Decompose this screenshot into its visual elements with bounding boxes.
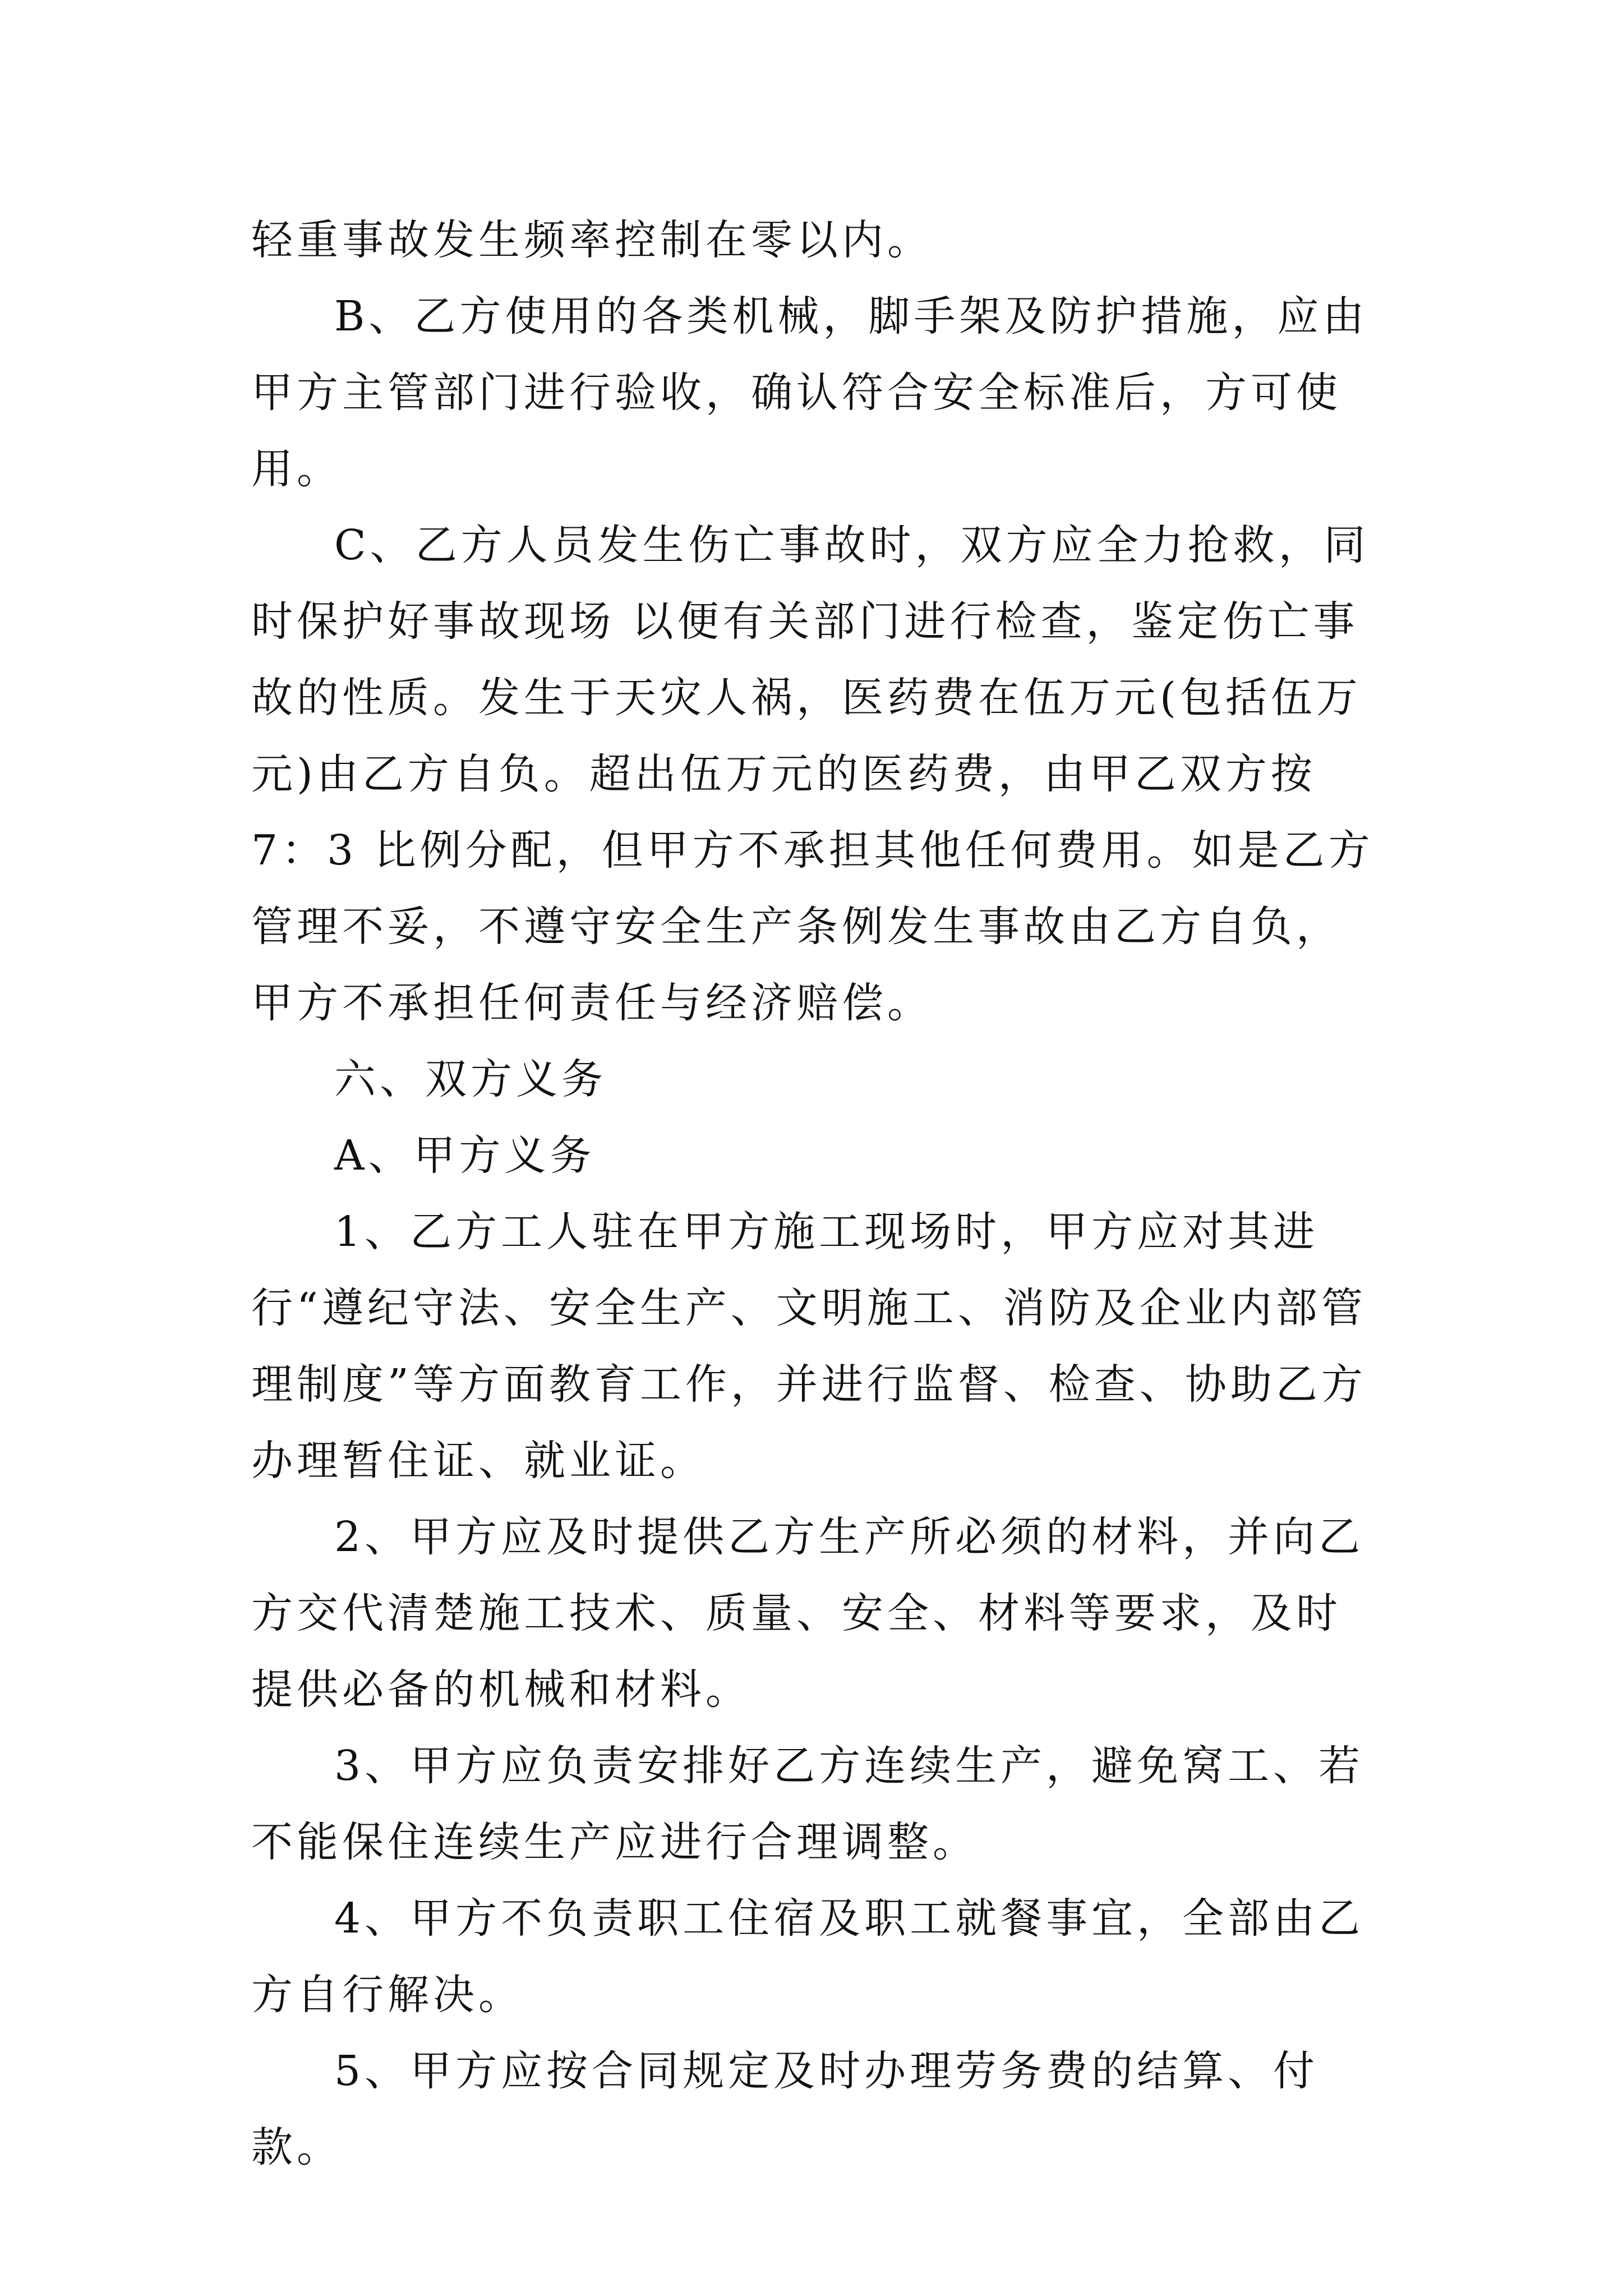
paragraph-item-5: 5、甲方应按合同规定及时办理劳务费的结算、付款。 xyxy=(251,2047,1319,2171)
paragraph-item-2: 2、甲方应及时提供乙方生产所必须的材料，并向乙方交代清楚施工技术、质量、安全、材料等要求，及时提供必备的机械和材料。 xyxy=(251,1513,1364,1714)
paragraph-item-4: 4、甲方不负责职工住宿及职工就餐事宜，全部由乙方自行解决。 xyxy=(251,1894,1364,2019)
subheading-party-a-obligations: A、甲方义务 xyxy=(334,1131,596,1180)
section-heading-obligations: 六、双方义务 xyxy=(334,1055,607,1103)
paragraph-clause-c: C、乙方人员发生伤亡事故时，双方应全力抢救，同时保护好事故现场 以便有关部门进行检查，鉴定伤亡事故的性质。发生于天灾人祸，医药费在伍万元(包括伍万元)由乙方自负。超出伍万元的医药费，由甲乙双方按 7：3 比例分配，但甲方不承担其他任何费用。如是乙方管理不妥，不遵守安全生产条例发生事故由乙方自负，甲方不承担任何责任与经济赔偿。 xyxy=(251,521,1374,1027)
paragraph-item-3: 3、甲方应负责安排好乙方连续生产，避免窝工、若不能保住连续生产应进行合理调整。 xyxy=(251,1742,1364,1866)
document-body xyxy=(251,202,1378,2185)
paragraph-accident-rate: 轻重事故发生频率控制在零以内。 xyxy=(251,216,933,264)
paragraph-item-1: 1、乙方工人驻在甲方施工现场时，甲方应对其进行“遵纪守法、安全生产、文明施工、消防及企业内部管理制度”等方面教育工作，并进行监督、检查、协助乙方办理暂住证、就业证。 xyxy=(251,1208,1367,1485)
paragraph-clause-b: B、乙方使用的各类机械，脚手架及防护措施，应由甲方主管部门进行验收，确认符合安全标准后，方可使用。 xyxy=(251,292,1368,493)
